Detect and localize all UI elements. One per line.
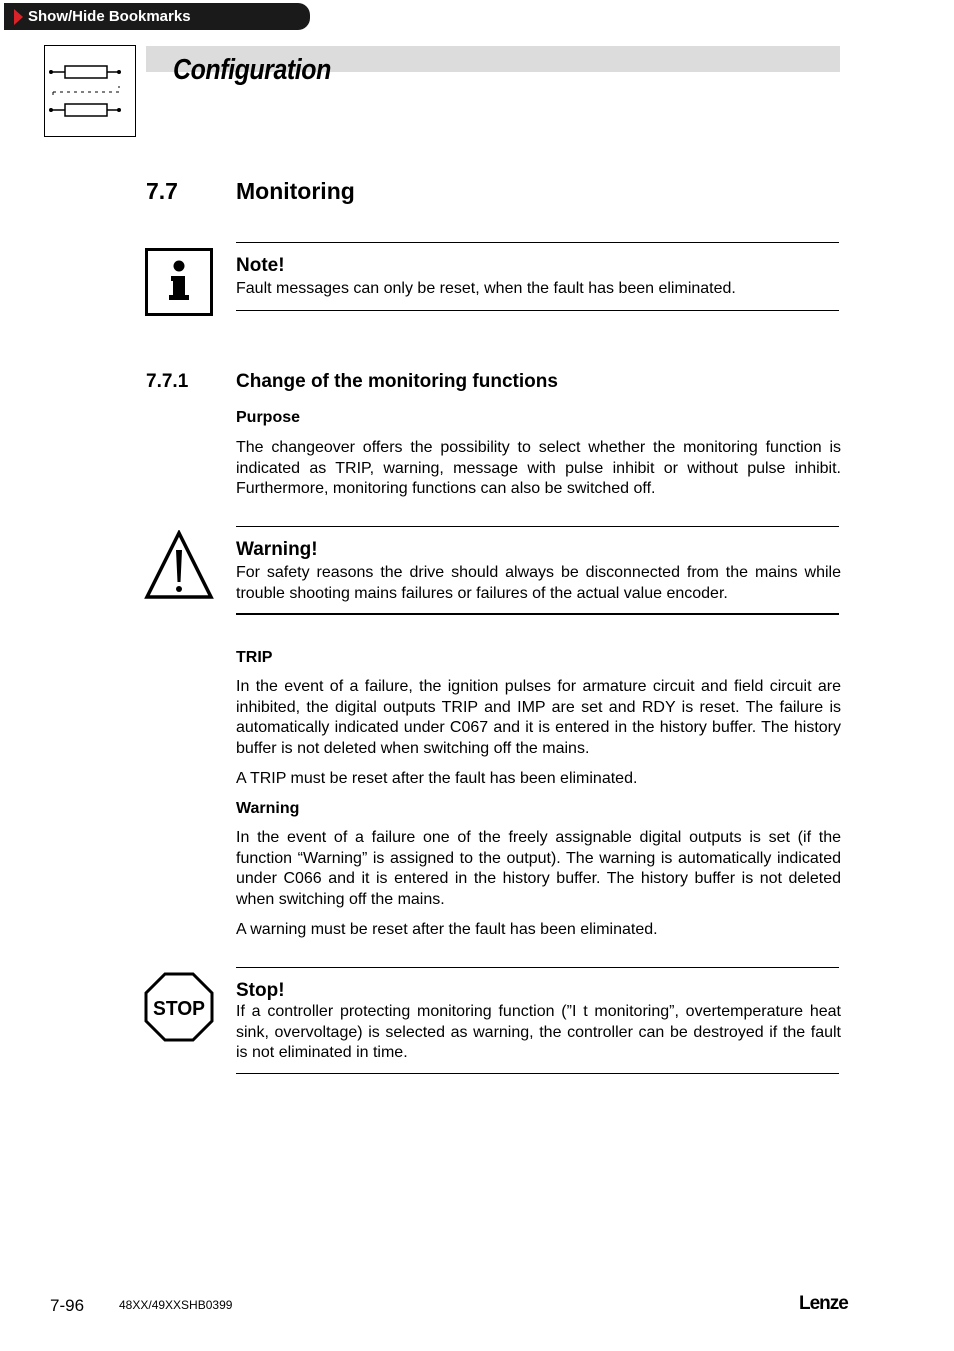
note-top-rule (236, 242, 839, 243)
section-number: 7.7 (146, 178, 178, 204)
note-text: Fault messages can only be reset, when the fault has been eliminated. (236, 280, 736, 297)
trip-text-1: In the event of a failure, the ignition pulses for armature circuit and field circuit are inhibited, the digital outputs TRIP and IMP are set and RDY is reset. The failure is automatically indicated under C067 and it is entered in the history buffer. The history buffer is not deleted when switching off the mains. (236, 678, 841, 757)
stop-bottom-rule (236, 1073, 839, 1074)
trip-text-2: A TRIP must be reset after the fault has been eliminated. (236, 770, 638, 787)
subsection-number: 7.7.1 (146, 371, 189, 392)
brand-logo: Lenze (799, 1293, 848, 1314)
warning-text: For safety reasons the drive should always be disconnected from the mains while trouble shooting mains failures or failures of the actual value encoder. (236, 564, 841, 602)
purpose-text: The changeover offers the possibility to select whether the monitoring function is indicated as TRIP, warning, message with pulse inhibit or without pulse inhibit. Furthermore, monitoring functions can also be switched off. (236, 439, 841, 498)
triangle-arrow-icon (14, 9, 23, 25)
bookmark-label: Show/Hide Bookmarks (28, 8, 191, 25)
warning-section-text-1: In the event of a failure one of the freely assignable digital outputs is set (if the function “Warning” is assigned to the output). The warning is automatically indicated under C066 and it is entered in the history buffer. The history buffer is not deleted when switching off the mains. (236, 829, 841, 908)
chapter-title: Configuration (173, 54, 331, 86)
warning-title: Warning! (236, 539, 318, 560)
trip-heading: TRIP (236, 649, 273, 666)
warning-top-rule (236, 526, 839, 527)
warning-section-text-2: A warning must be reset after the fault has been eliminated. (236, 921, 658, 938)
stop-sign-icon (144, 972, 214, 1042)
circuit-diagram-icon (44, 45, 136, 137)
subsection-title: Change of the monitoring functions (236, 371, 558, 392)
stop-sign-text: STOP (153, 998, 205, 1020)
warning-triangle-icon (144, 530, 214, 600)
warning-bottom-rule (236, 613, 839, 615)
stop-top-rule (236, 967, 839, 968)
note-bottom-rule (236, 310, 839, 311)
stop-title: Stop! (236, 980, 285, 1001)
section-title: Monitoring (236, 178, 355, 204)
document-id: 48XX/49XXSHB0399 (119, 1298, 233, 1312)
warning-heading: Warning (236, 800, 300, 817)
show-hide-bookmarks-button[interactable] (4, 3, 310, 30)
stop-text: If a controller protecting monitoring function (”I t monitoring”, overtemperature heat sink, overvoltage) is selected as warning, the controller can be destroyed if the fault is not eliminated in time. (236, 1003, 841, 1062)
purpose-heading: Purpose (236, 409, 301, 426)
info-icon (145, 248, 213, 316)
page-number: 7-96 (50, 1296, 85, 1315)
note-title: Note! (236, 255, 285, 276)
